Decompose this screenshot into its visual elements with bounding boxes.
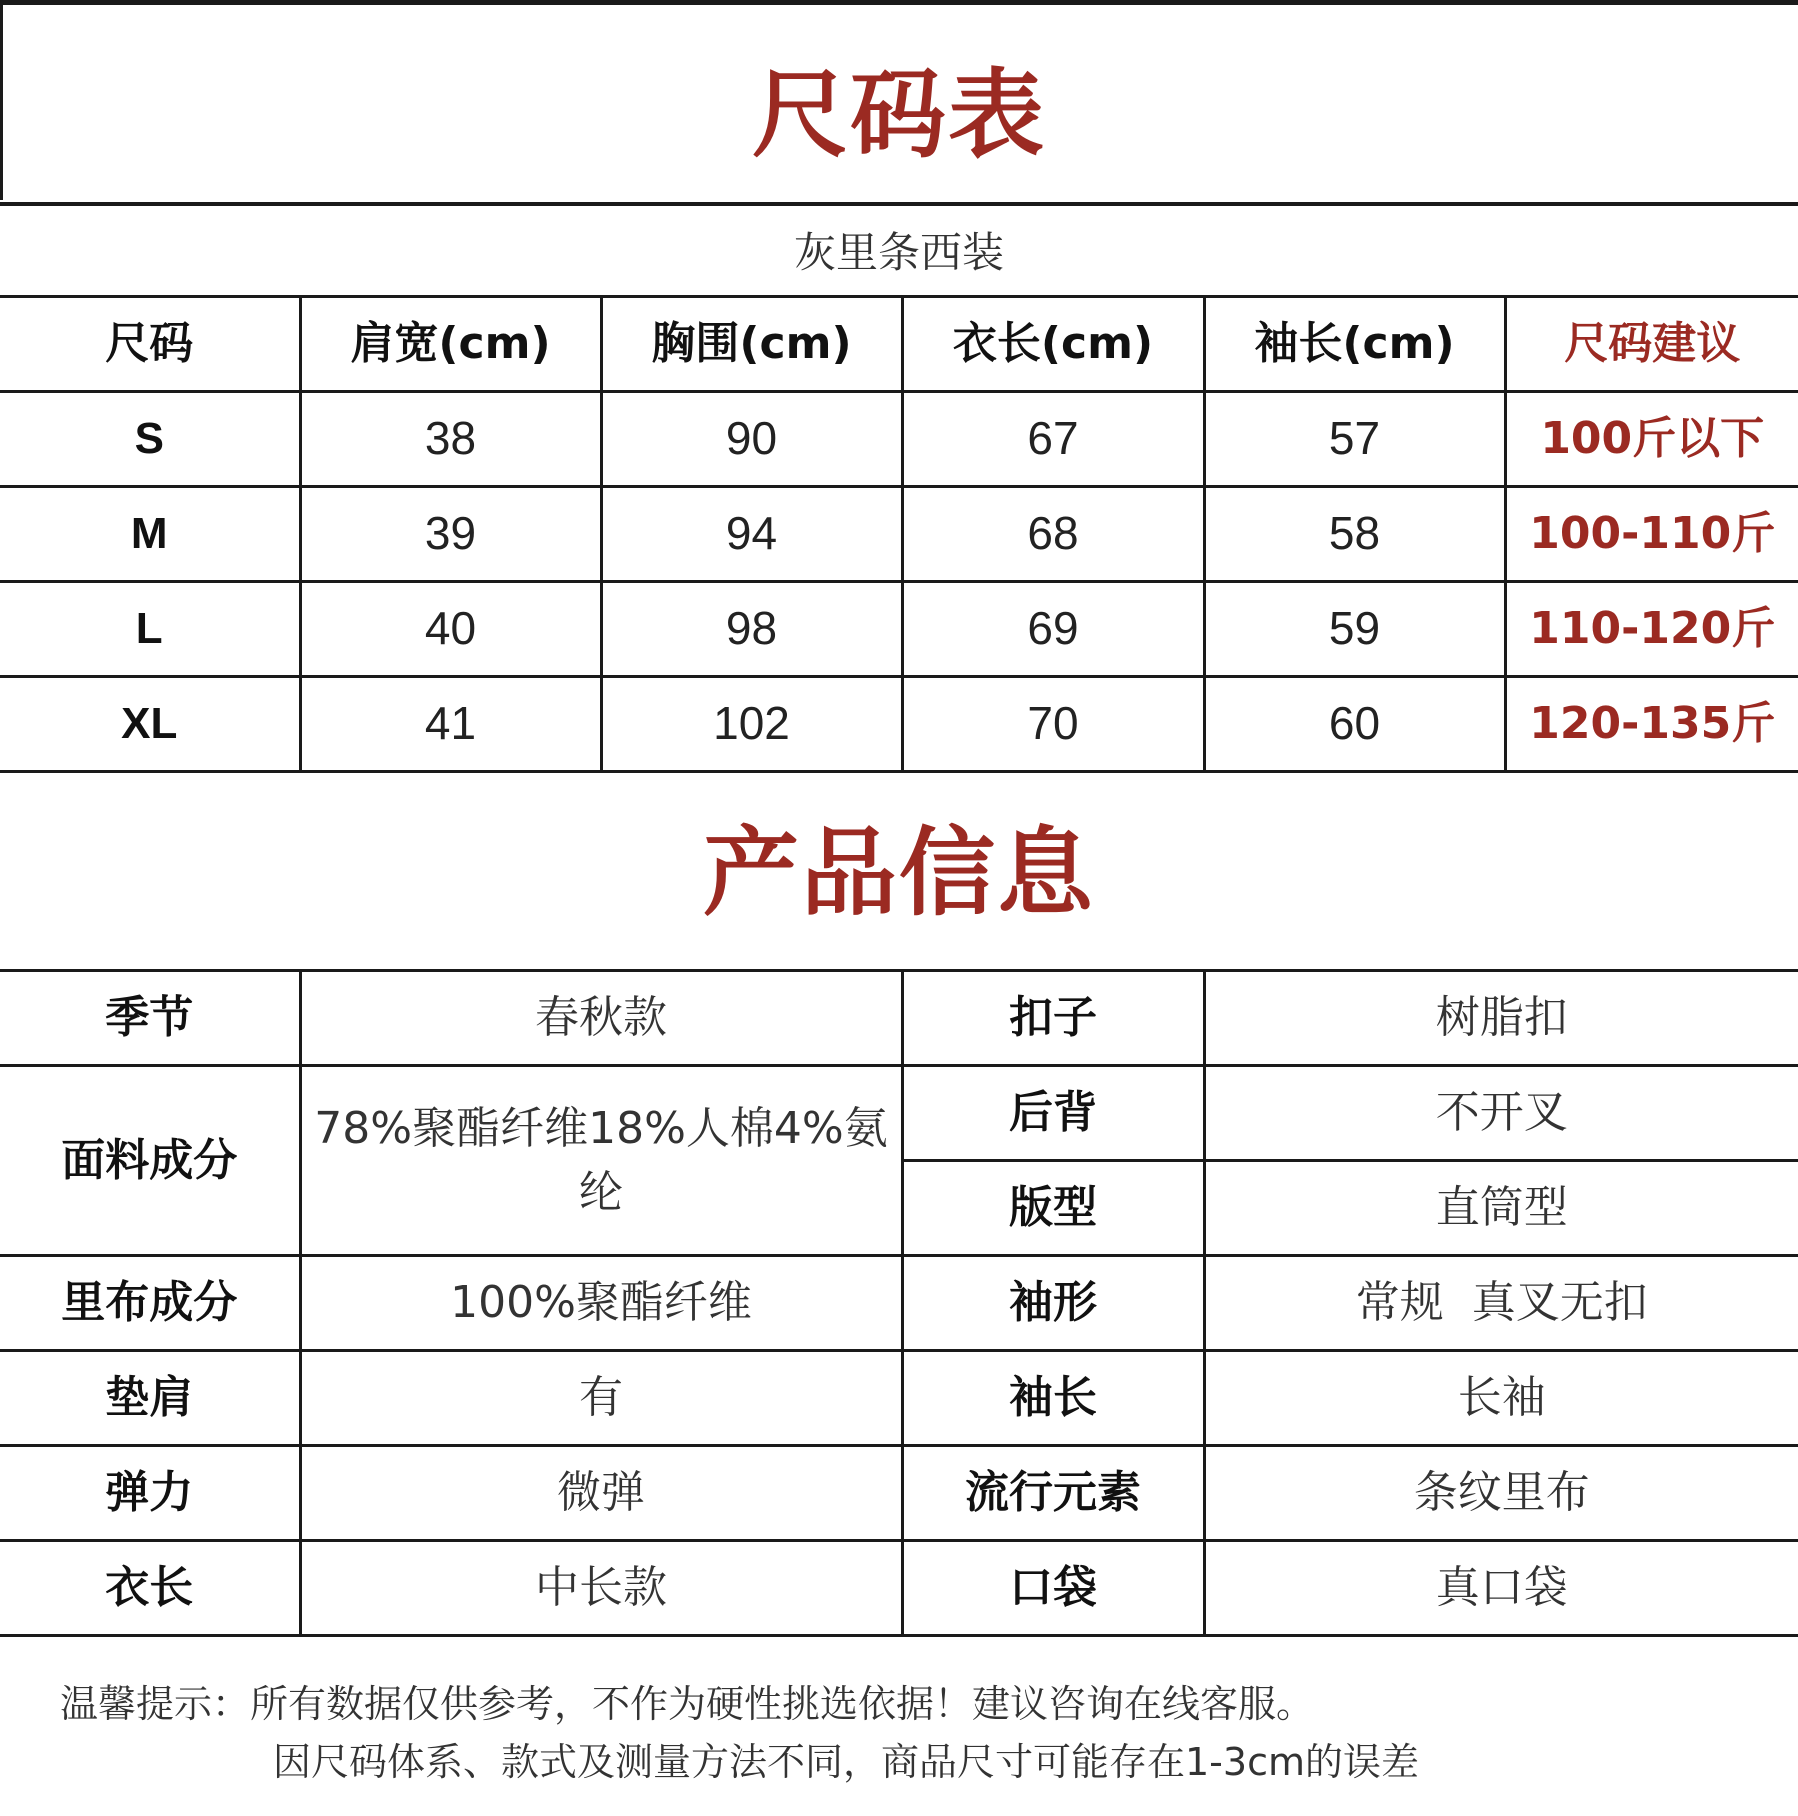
- button-label: 扣子: [902, 971, 1204, 1066]
- info-row: [0, 1066, 1798, 1161]
- header-size: 尺码: [0, 297, 300, 392]
- lining-value: 100%聚酯纤维: [300, 1256, 902, 1351]
- header-advice: 尺码建议: [1505, 297, 1798, 392]
- info-row: [0, 1446, 1798, 1541]
- pocket-value: 真口袋: [1204, 1541, 1798, 1636]
- table-row: [0, 677, 1798, 772]
- shoulder-cell: 40: [300, 582, 601, 677]
- chest-cell: 98: [601, 582, 902, 677]
- header-length: 衣长(cm): [902, 297, 1204, 392]
- fabric-label: 面料成分: [0, 1066, 300, 1256]
- elasticity-value: 微弹: [300, 1446, 902, 1541]
- trend-label: 流行元素: [902, 1446, 1204, 1541]
- shoulder-cell: 41: [300, 677, 601, 772]
- chest-cell: 102: [601, 677, 902, 772]
- sleeve-cell: 59: [1204, 582, 1505, 677]
- length-value: 中长款: [300, 1541, 902, 1636]
- notice-line-2: 因尺码体系、款式及测量方法不同，商品尺寸可能存在1-3cm的误差: [273, 1740, 1419, 1784]
- sleeve-shape-label: 袖形: [902, 1256, 1204, 1351]
- product-info-title: 产品信息: [703, 817, 1095, 929]
- product-subtitle: 灰里条西装: [0, 202, 1798, 295]
- length-cell: 69: [902, 582, 1204, 677]
- size-table-header-row: [0, 297, 1798, 392]
- shoulder-pad-label: 垫肩: [0, 1351, 300, 1446]
- sleeve-cell: 60: [1204, 677, 1505, 772]
- season-value: 春秋款: [300, 971, 902, 1066]
- chest-cell: 94: [601, 487, 902, 582]
- table-row: [0, 582, 1798, 677]
- advice-cell: 100斤以下: [1505, 392, 1798, 487]
- elasticity-label: 弹力: [0, 1446, 300, 1541]
- season-label: 季节: [0, 971, 300, 1066]
- pocket-label: 口袋: [902, 1541, 1204, 1636]
- length-cell: 68: [902, 487, 1204, 582]
- advice-cell: 110-120斤: [1505, 582, 1798, 677]
- length-label: 衣长: [0, 1541, 300, 1636]
- fit-label: 版型: [902, 1161, 1204, 1256]
- button-value: 树脂扣: [1204, 971, 1798, 1066]
- sleeve-length-label: 袖长: [902, 1351, 1204, 1446]
- info-row: [0, 1351, 1798, 1446]
- size-cell: L: [0, 582, 300, 677]
- size-cell: S: [0, 392, 300, 487]
- product-info-table: [0, 969, 1798, 1637]
- size-chart-title: 尺码表: [752, 59, 1046, 171]
- chest-cell: 90: [601, 392, 902, 487]
- table-row: [0, 392, 1798, 487]
- size-cell: M: [0, 487, 300, 582]
- sleeve-shape-value: 常规 真叉无扣: [1204, 1256, 1798, 1351]
- notice-text: [60, 1675, 1760, 1791]
- length-cell: 67: [902, 392, 1204, 487]
- info-row: [0, 1256, 1798, 1351]
- size-cell: XL: [0, 677, 300, 772]
- shoulder-cell: 39: [300, 487, 601, 582]
- sleeve-cell: 58: [1204, 487, 1505, 582]
- sleeve-length-value: 长袖: [1204, 1351, 1798, 1446]
- lining-label: 里布成分: [0, 1256, 300, 1351]
- size-table: [0, 295, 1798, 773]
- info-row: [0, 971, 1798, 1066]
- length-cell: 70: [902, 677, 1204, 772]
- back-value: 不开叉: [1204, 1066, 1798, 1161]
- info-row: [0, 1541, 1798, 1636]
- shoulder-cell: 38: [300, 392, 601, 487]
- advice-cell: 100-110斤: [1505, 487, 1798, 582]
- fit-value: 直筒型: [1204, 1161, 1798, 1256]
- header-sleeve: 袖长(cm): [1204, 297, 1505, 392]
- back-label: 后背: [902, 1066, 1204, 1161]
- sleeve-cell: 57: [1204, 392, 1505, 487]
- advice-cell: 120-135斤: [1505, 677, 1798, 772]
- header-chest: 胸围(cm): [601, 297, 902, 392]
- table-row: [0, 487, 1798, 582]
- header-shoulder: 肩宽(cm): [300, 297, 601, 392]
- notice-line-1: 温馨提示：所有数据仅供参考，不作为硬性挑选依据！建议咨询在线客服。: [60, 1682, 1315, 1726]
- fabric-value: 78%聚酯纤维18%人棉4%氨纶: [300, 1066, 902, 1256]
- shoulder-pad-value: 有: [300, 1351, 902, 1446]
- top-border: [0, 0, 1798, 5]
- trend-value: 条纹里布: [1204, 1446, 1798, 1541]
